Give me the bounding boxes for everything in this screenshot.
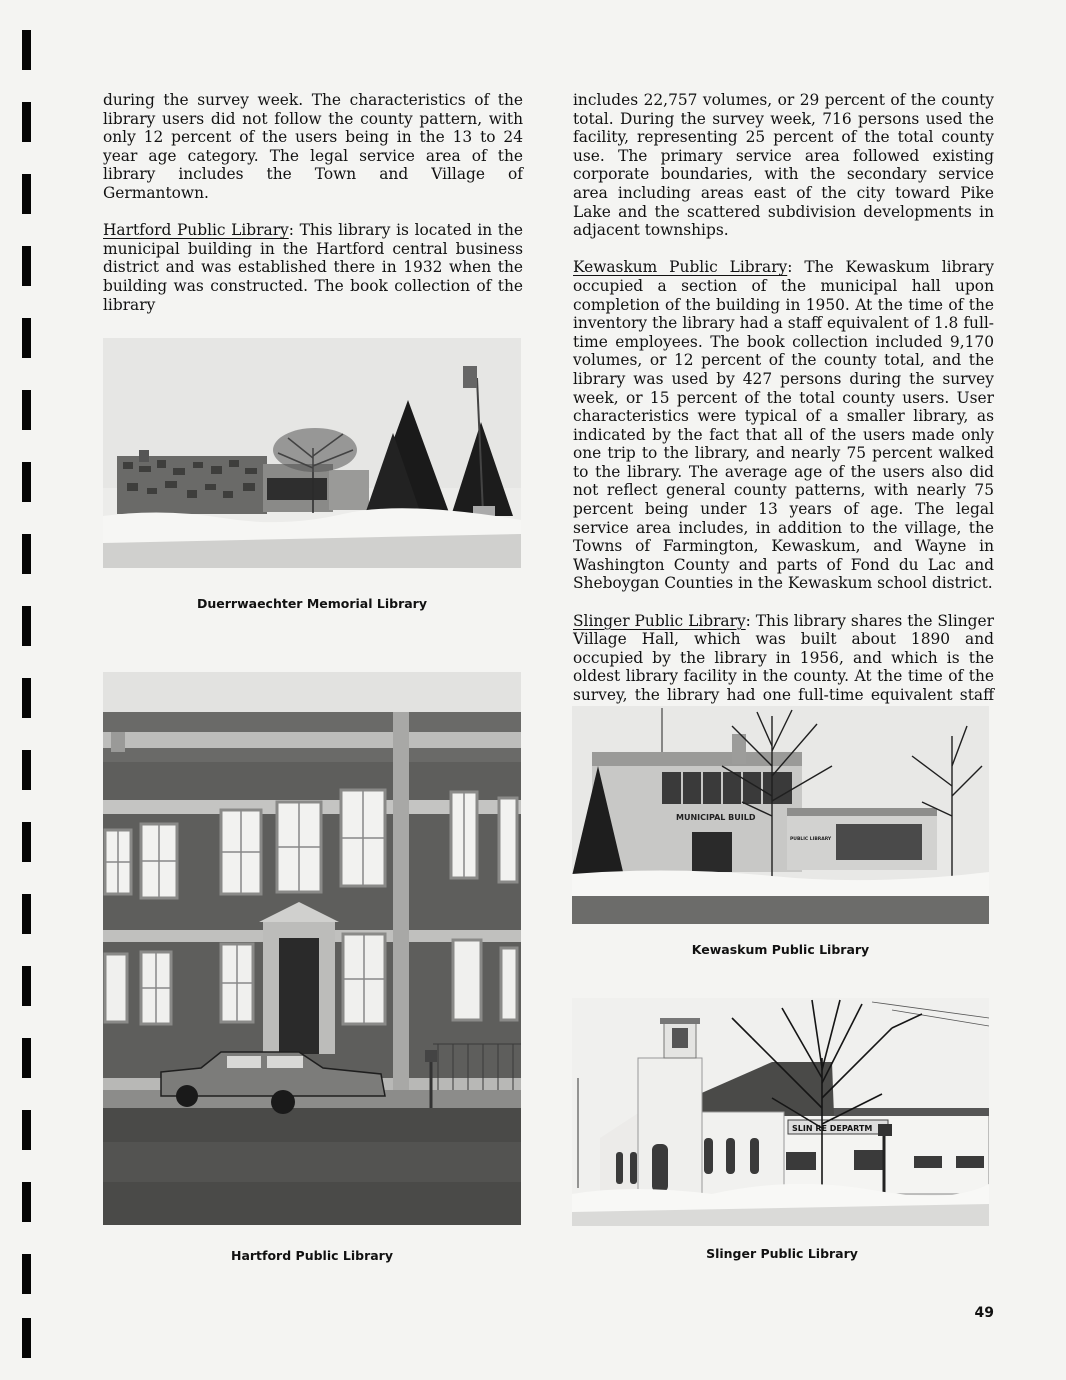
hartford-caption: Hartford Public Library: [231, 1248, 393, 1263]
slinger-library-photo: [572, 998, 989, 1226]
duerrwaechter-caption: Duerrwaechter Memorial Library: [197, 596, 427, 611]
spiral-binding: [14, 0, 40, 1380]
binding-hole: [22, 1318, 31, 1358]
binding-hole: [22, 390, 31, 430]
kewaskum-text: : The Kewaskum library occupied a section of the municipal hall upon completion of the building in 1950. At the time of the inventory the library had a staff equivalent of 1.8 full-time employees. The book collection included 9,170 volumes, or 12 percent of the county total, and the library was used by 427 persons during the survey week, or 15 percent of the total county users. User characteristics were typical of a smaller library, as indicated by the fact that all of the users made only one trip to the library, and nearly 75 percent walked to the library. The average age of the users also did not reflect general county patterns, with nearly 75 percent being under 13 years of age. The legal service area includes, in addition to the village, the Towns of Farmington, Kewaskum, and Wayne in Washington County and parts of Fond du Lac and Sheboygan Counties in the Kewaskum school district.: [573, 258, 994, 593]
right-text-column: [573, 91, 994, 742]
hartford-library-photo: [103, 672, 521, 1225]
hartford-continued-paragraph: includes 22,757 volumes, or 29 percent of the county total. During the survey week, 716 persons used the facility, representing 25 percent of the total county use. The primary service area followed existing corporate boundaries, with the secondary service area including areas east of the city toward Pike Lake and the scattered subdivision developments in adjacent townships.: [573, 91, 994, 240]
kewaskum-library-sign: PUBLIC LIBRARY: [790, 837, 832, 842]
binding-hole: [22, 1254, 31, 1294]
page-number: 49: [974, 1305, 994, 1321]
slinger-text: : This library shares the Slinger Village Hall, which was built about 1890 and occupied by the library in 1956, and which is the oldest library facility in the county. At the time of the survey, the library had one full-time equivalent staff: [573, 611, 994, 704]
binding-hole: [22, 1110, 31, 1150]
binding-hole: [22, 822, 31, 862]
hartford-text: : This library is located in the municipal building in the Hartford central business district and was established there in 1932 when the building was constructed. The book collection of the library: [103, 221, 523, 314]
binding-hole: [22, 174, 31, 214]
hartford-heading: Hartford Public Library: [103, 221, 289, 240]
binding-hole: [22, 102, 31, 142]
kewaskum-caption: Kewaskum Public Library: [691, 942, 870, 957]
binding-hole: [22, 606, 31, 646]
left-text-column: [103, 91, 523, 333]
slinger-building-sign: SLIN RE DEPARTM: [792, 1124, 873, 1133]
duerrwaechter-library-photo: [103, 338, 521, 568]
binding-hole: [22, 1038, 31, 1078]
kewaskum-library-photo: [572, 706, 989, 924]
kewaskum-paragraph: [573, 258, 994, 593]
germantown-paragraph: during the survey week. The characteristics of the library users did not follow the county pattern, with only 12 percent of the users being in the 13 to 24 year age category. The legal service area of the library includes the Town and Village of Germantown.: [103, 91, 523, 202]
binding-hole: [22, 318, 31, 358]
binding-hole: [22, 966, 31, 1006]
binding-hole: [22, 462, 31, 502]
binding-hole: [22, 1182, 31, 1222]
hartford-paragraph: [103, 221, 523, 314]
slinger-heading: Slinger Public Library: [573, 611, 746, 630]
kewaskum-heading: Kewaskum Public Library: [573, 258, 788, 277]
kewaskum-building-sign: MUNICIPAL BUILD: [676, 813, 756, 822]
binding-hole: [22, 750, 31, 790]
binding-hole: [22, 894, 31, 934]
binding-hole: [22, 678, 31, 718]
slinger-caption: Slinger Public Library: [706, 1246, 858, 1261]
binding-hole: [22, 30, 31, 70]
binding-hole: [22, 246, 31, 286]
binding-hole: [22, 534, 31, 574]
